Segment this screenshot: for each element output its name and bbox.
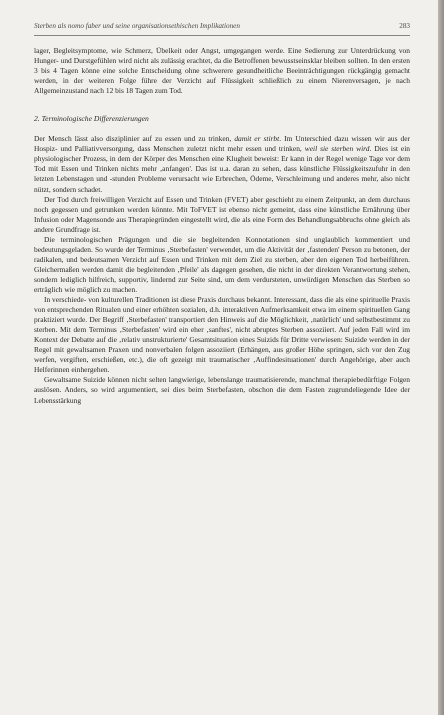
paragraph-1-part-a: Der Mensch lässt also disziplinier auf zu essen und zu trinken,: [34, 134, 235, 144]
page-number: 283: [399, 22, 410, 30]
paragraph-1-part-c: . Dies ist ein physiologischer Prozess, in dem der Körper des Menschen eine Klugheit beweist: Er kann in der Regel wenige Tage vor dem Tod mit Essen und Trinken nichts mehr ‚anfangen'. Das ist u.a. daran zu sehen, dass künstliche Flüssigkeitszufuhr in den letzten Lebenstagen und -stunden Probleme verursacht wie Erbrechen, Ödeme, Verschleimung und anderes mehr, also nicht nützt, sondern schadet.: [34, 144, 410, 194]
paragraph-3: Die terminologischen Prägungen und die sie begleitenden Konnotationen sind unglaublich kommentiert und bedeutungsgeladen. So wurde der Terminus ‚Sterbefasten' verwendet, um die Aktivität der ‚fastenden' Person zu betonen, der radikalen, und bedeutsamen Verzicht auf Essen und Trinken mit dem Ziel zu sterben, aber den eigenen Tod herbeiführen. Gleichermaßen werden damit die begleitenden ‚Pfeile' als dagegen gesehen, die nicht in der direkten Verantwortung stehen, sondern lediglich hilfreich, supportiv, lindernd zur Seite sind, um dem verdursteten, unwürdigen Menschen das Sterben so erträglich wie möglich zu machen.: [34, 234, 410, 294]
running-title: Sterben als nomo faber und seine organisationsethischen Implikationen: [34, 22, 240, 30]
paragraph-4: In verschiede- von kulturellen Traditionen ist diese Praxis durchaus bekannt. Interessant, dass die als eine spirituelle Praxis von entsprechenden Ritualen und einer erhöhten sozialen, d.h. interaktiven Aufmerksamkeit etwa im einem spirituellen Gang praktiziert wurde. Der Begriff ‚Sterbefasten' transportiert den Hinweis auf die Möglichkeit, ‚natürlich' und selbstbestimmt zu sterben. Mit dem Terminus ‚Sterbefasten' wird ein eher ‚sanftes', nicht abruptes Sterben assoziiert. Auf jeden Fall wird im Kontext der Debatte auf die ‚relativ unstrukturierte' Gesamtsituation eines Suizids für Dritte verwiesen: Suizide werden in der Regel mit gewaltsamen Praxen und nonverbalen folgen assoziiert (Erhängen, aus großer Höhe springen, sich vor den Zug werfen, vergiften, erschießen, etc.), die oft gezeigt mit traumatischer ‚Auffindesituationen' durch Angehörige, aber auch Helferinnen einhergehen.: [34, 295, 411, 375]
paragraph-1-emphasis-1: damit er stirbt: [234, 134, 280, 144]
header-rule: [34, 35, 410, 36]
page-edge-shadow: [438, 0, 444, 715]
body-text: [34, 46, 410, 406]
section-heading: [34, 114, 410, 124]
paragraph-5: Gewaltsame Suizide können nicht selten langwierige, lebenslange traumatisierende, manchmal therapiebedürftige Folgen auslösen. Anders, so wird argumentiert, sei dies beim Sterbefasten, obschon die dem Fasten zugrundeliegende Idee der Lebensstärkung: [34, 375, 410, 405]
paragraph-1: [34, 134, 410, 194]
paragraph-2: Der Tod durch freiwilligen Verzicht auf Essen und Trinken (FVET) aber geschieht zu einem Zeitpunkt, an dem durchaus noch gegessen und getrunken werden könnte. Mit ToFVET ist ebenso nicht gemeint, dass eine künstliche Ernährung über Infusion oder Magensonde aus Therapiegründen eingestellt wird, die als eine Form des Behandlungsabbruchs ohne gleich als andere Grundfrage ist.: [34, 194, 410, 234]
paragraph-1-emphasis-2: weil sie sterben wird: [304, 144, 370, 154]
paragraph-1-part-b: . Im Unterschied dazu wissen wir aus der Hospiz- und Palliativversorgung, dass Menschen zuletzt nicht mehr essen und trinken,: [34, 134, 411, 154]
paragraph-top: lager, Begleitsymptome, wie Schmerz, Übelkeit oder Angst, umgegangen werde. Eine Sedierung zur Unterdrückung von Hunger- und Durstgefühlen wird nicht als zulässig erachtet, da die Betroffenen bewusstseinsklar bleiben sollten. In den ersten 3 bis 4 Tagen könne eine solche Entscheidung ohne schwerere gesundheitliche Beeinträchtigungen rückgängig gemacht werden, in der weiteren Folge führe der Verzicht auf Flüssigkeit schließlich zu einem Nierenversagen, je nach Allgemeinzustand nach 12 bis 18 Tagen zum Tod.: [34, 46, 410, 96]
page-header: [34, 22, 410, 36]
section-number: 2.: [34, 114, 40, 124]
section-title: Terminologische Differenzierungen: [41, 114, 149, 124]
